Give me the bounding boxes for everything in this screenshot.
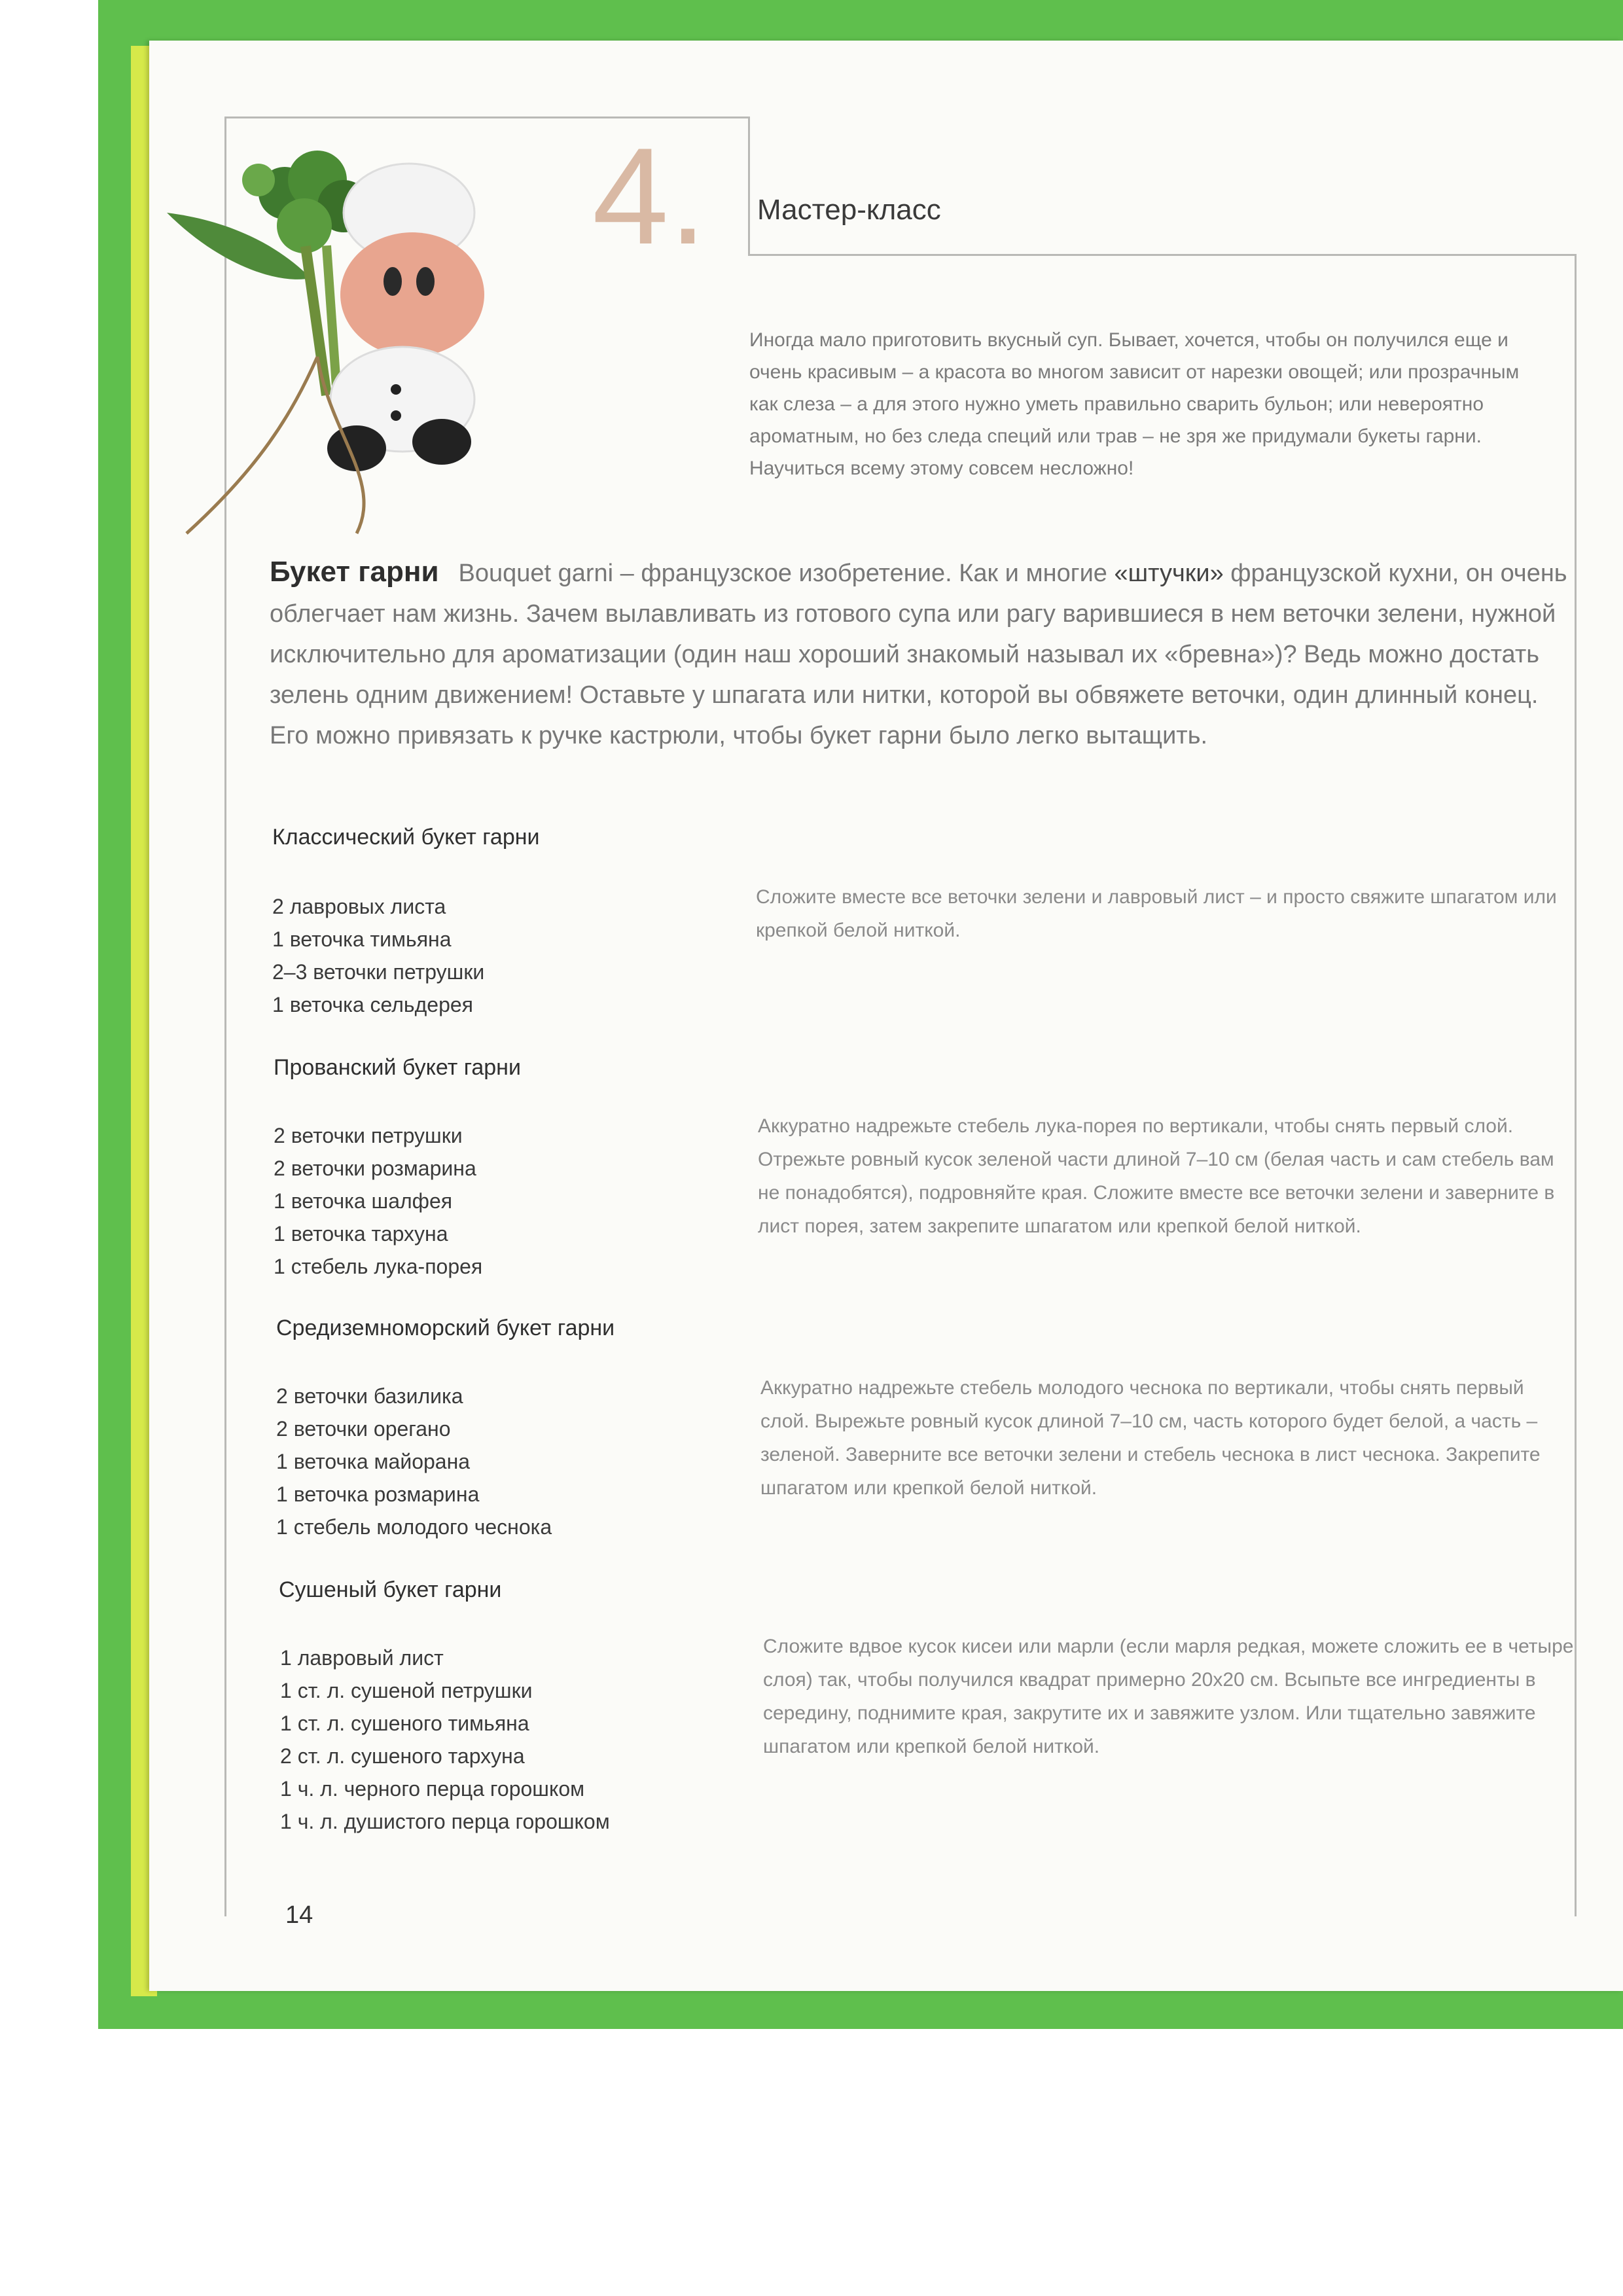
page-number: 14 xyxy=(285,1901,313,1929)
frame-line-title-under xyxy=(748,254,1576,256)
frame-line-right xyxy=(1575,254,1577,1916)
frame-line-top xyxy=(224,117,749,118)
instructions-mediterranean: Аккуратно надрежьте стебель молодого чеснока по вертикали, чтобы снять первый слой. Вырежьте ровный кусок длиной 7–10 см, часть которого будет белой, а часть – зеленой. Заверните все веточки зелени и стебель чеснока в лист чеснока. Закрепите шпагатом или крепкой белой ниткой. xyxy=(760,1377,1541,1499)
section-number: 4. xyxy=(592,119,707,273)
frame-line-inner-left xyxy=(224,509,226,1916)
ingredient-list-dried xyxy=(280,1641,610,1838)
frame-line-mid xyxy=(748,117,750,254)
ingredient-item: 1 ст. л. сушеного тимьяна xyxy=(280,1712,529,1735)
ingredient-item: 1 веточка шалфея xyxy=(274,1189,453,1213)
ingredient-item: 1 стебель молодого чеснока xyxy=(276,1515,552,1539)
ingredient-item: 2–3 веточки петрушки xyxy=(272,960,485,984)
ingredient-list-classic xyxy=(272,890,484,1021)
recipe-title-classic: Классический букет гарни xyxy=(272,825,540,850)
ingredient-item: 1 веточка тархуна xyxy=(274,1222,448,1246)
instructions-dried: Сложите вдвое кусок кисеи или марли (если марля редкая, можете сложить ее в четыре слоя) так, чтобы получился квадрат примерно 20х20 см. Всыпьте все ингредиенты в середину, поднимите края, закрутите их и завяжите узлом. Или тщательно завяжите шпагатом или крепкой белой ниткой. xyxy=(763,1636,1574,1757)
ingredient-item: 1 лавровый лист xyxy=(280,1646,444,1670)
ingredient-item: 1 стебель лука-порея xyxy=(274,1255,483,1278)
ingredient-item: 1 ст. л. сушеной петрушки xyxy=(280,1679,533,1702)
ingredient-list-mediterranean xyxy=(276,1380,552,1543)
ingredient-item: 2 веточки петрушки xyxy=(274,1124,463,1147)
ingredient-item: 2 ст. л. сушеного тархуна xyxy=(280,1744,525,1768)
ingredient-item: 1 ч. л. черного перца горошком xyxy=(280,1777,585,1801)
ingredient-item: 2 веточки орегано xyxy=(276,1417,451,1441)
ingredient-item: 1 веточка майорана xyxy=(276,1450,471,1473)
main-body-text: Bouquet garni – французское изобретение. Как и многие «штучки» французской кухни, он очень облегчает нам жизнь. Зачем вылавливать из готового супа или рагу варившиеся в нем веточки зелени, нужной исключительно для ароматизации (один наш хороший знакомый называл их «бревна»)? Ведь можно достать зелень одним движением! Оставьте у шпагата или нитки, которой вы обвяжете веточки, один длинный конец. Его можно привязать к ручке кастрюли, чтобы букет гарни было легко вытащить. xyxy=(270,560,1567,749)
recipe-title-mediterranean: Средиземноморский букет гарни xyxy=(276,1316,615,1340)
ingredient-item: 2 лавровых листа xyxy=(272,895,446,918)
section-title: Мастер-класс xyxy=(757,194,941,226)
main-paragraph xyxy=(270,552,1572,756)
recipe-title-provence: Прованский букет гарни xyxy=(274,1055,521,1080)
intro-text: Иногда мало приготовить вкусный суп. Бывает, хочется, чтобы он получился еще и очень красивым – а красота во многом зависит от нарезки овощей; или прозрачным как слеза – а для этого нужно уметь правильно сварить бульон; или невероятно ароматным, но без следа специй или трав – не зря же придумали букеты гарни. Научиться всему этому совсем несложно! xyxy=(749,329,1520,479)
ingredient-item: 2 веточки розмарина xyxy=(274,1157,476,1180)
ingredient-item: 1 ч. л. душистого перца горошком xyxy=(280,1810,610,1833)
chef-face-icon xyxy=(340,232,484,357)
ingredient-list-provence xyxy=(274,1119,482,1283)
ingredient-item: 2 веточки базилика xyxy=(276,1384,463,1408)
instructions-provence: Аккуратно надрежьте стебель лука-порея по вертикали, чтобы снять первый слой. Отрежьте ровный кусок зеленой части длиной 7–10 см (белая часть и сам стебель вам не понадобятся), подровняйте края. Сложите вместе все веточки зелени и заверните в лист порея, затем закрепите шпагатом или крепкой белой ниткой. xyxy=(758,1115,1555,1237)
main-lead-heading: Букет гарни xyxy=(270,556,439,588)
ingredient-item: 1 веточка сельдерея xyxy=(272,993,473,1016)
ingredient-item: 1 веточка тимьяна xyxy=(272,927,452,951)
ingredient-item: 1 веточка розмарина xyxy=(276,1482,480,1506)
recipe-title-dried: Сушеный букет гарни xyxy=(279,1577,502,1602)
instructions-classic: Сложите вместе все веточки зелени и лавровый лист – и просто свяжите шпагатом или крепкой белой ниткой. xyxy=(756,886,1557,941)
chef-bouquet-illustration xyxy=(160,141,579,560)
